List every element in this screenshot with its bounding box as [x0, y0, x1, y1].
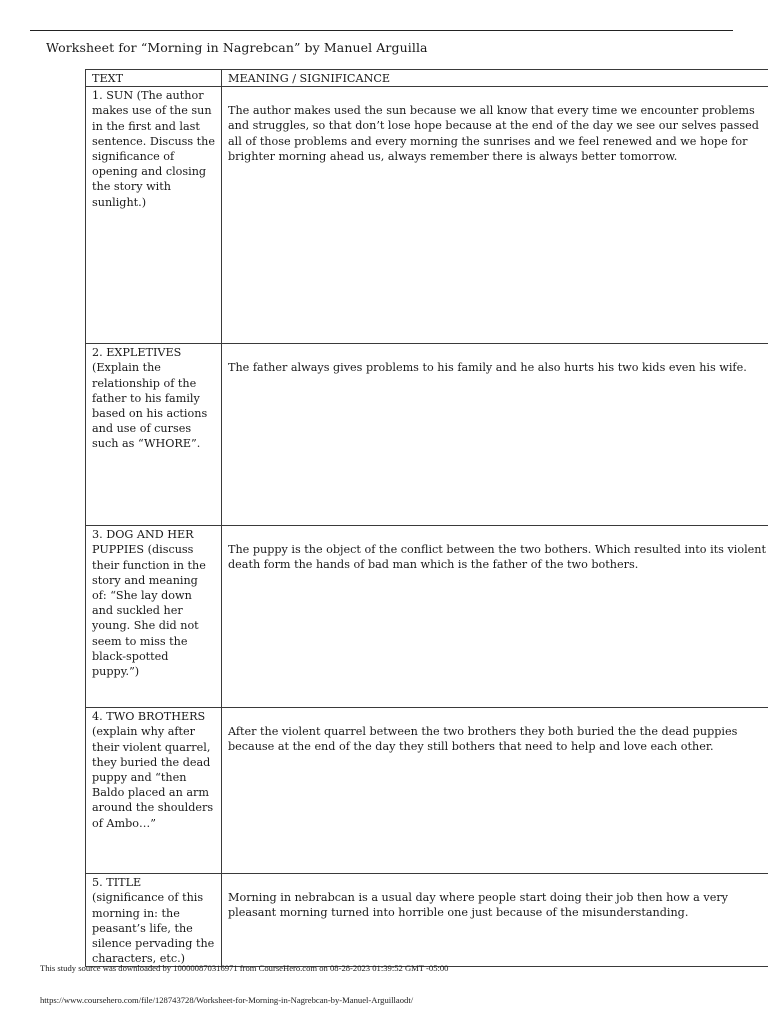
column-header-meaning: MEANING / SIGNIFICANCE — [222, 70, 768, 87]
meaning-cell — [222, 344, 768, 526]
table-row-sun — [86, 87, 768, 344]
text-cell: 5. TITLE (significance of this morning in: the peasant’s life, the silence pervading the characters, etc.) — [86, 874, 222, 967]
meaning-text: After the violent quarrel between the two brothers they both buried the the dead puppies because at the end of the day they still bothers that need to help and love each other. — [228, 725, 738, 754]
meaning-cell — [222, 708, 768, 874]
text-cell: 1. SUN (The author makes use of the sun in the first and last sentence. Discuss the significance of opening and closing the story with sunlight.) — [86, 87, 222, 344]
meaning-text: The puppy is the object of the conflict between the two bothers. Which resulted into its violent death form the hands of bad man which is the father of the two bothers. — [228, 543, 766, 572]
table-header-row — [86, 70, 768, 87]
meaning-text: The father always gives problems to his family and he also hurts his two kids even his wife. — [228, 361, 747, 375]
table-row-expletives — [86, 344, 768, 526]
text-cell: 2. EXPLETIVES (Explain the relationship of the father to his family based on his actions and use of curses such as “WHORE”. — [86, 344, 222, 526]
meaning-cell — [222, 87, 768, 344]
text-cell: 3. DOG AND HER PUPPIES (discuss their function in the story and meaning of: “She lay down and suckled her young. She did not seem to miss the black-spotted puppy.”) — [86, 526, 222, 708]
meaning-cell — [222, 874, 768, 967]
meaning-text: The author makes used the sun because we all know that every time we encounter problems and struggles, so that don’t lose hope because at the end of the day we see our selves passed all of those problems and every morning the sunrises and we feel renewed and we hope for brighter morning ahead us, always remember there is always better tomorrow. — [228, 104, 759, 163]
source-notice: This study source was downloaded by 100000870316971 from CourseHero.com on 08-28-2023 01:39:52 GMT -05:00 — [40, 963, 449, 973]
table-row-title — [86, 874, 768, 967]
meaning-text: Morning in nebrabcan is a usual day where people start doing their job then how a very pleasant morning turned into horrible one just because of the misunderstanding. — [228, 891, 728, 920]
table-row-two-brothers — [86, 708, 768, 874]
worksheet-table — [85, 69, 768, 967]
source-url[interactable]: https://www.coursehero.com/file/128743728/Worksheet-for-Morning-in-Nagrebcan-by-Manuel-Arguillaodt/ — [40, 995, 414, 1005]
table-row-dog-and-puppies — [86, 526, 768, 708]
top-rule — [30, 30, 733, 31]
page-title: Worksheet for “Morning in Nagrebcan” by Manuel Arguilla — [46, 40, 428, 55]
column-header-text: TEXT — [86, 70, 222, 87]
text-cell: 4. TWO BROTHERS (explain why after their violent quarrel, they buried the dead puppy and “then Baldo placed an arm around the shoulders of Ambo…” — [86, 708, 222, 874]
meaning-cell — [222, 526, 768, 708]
